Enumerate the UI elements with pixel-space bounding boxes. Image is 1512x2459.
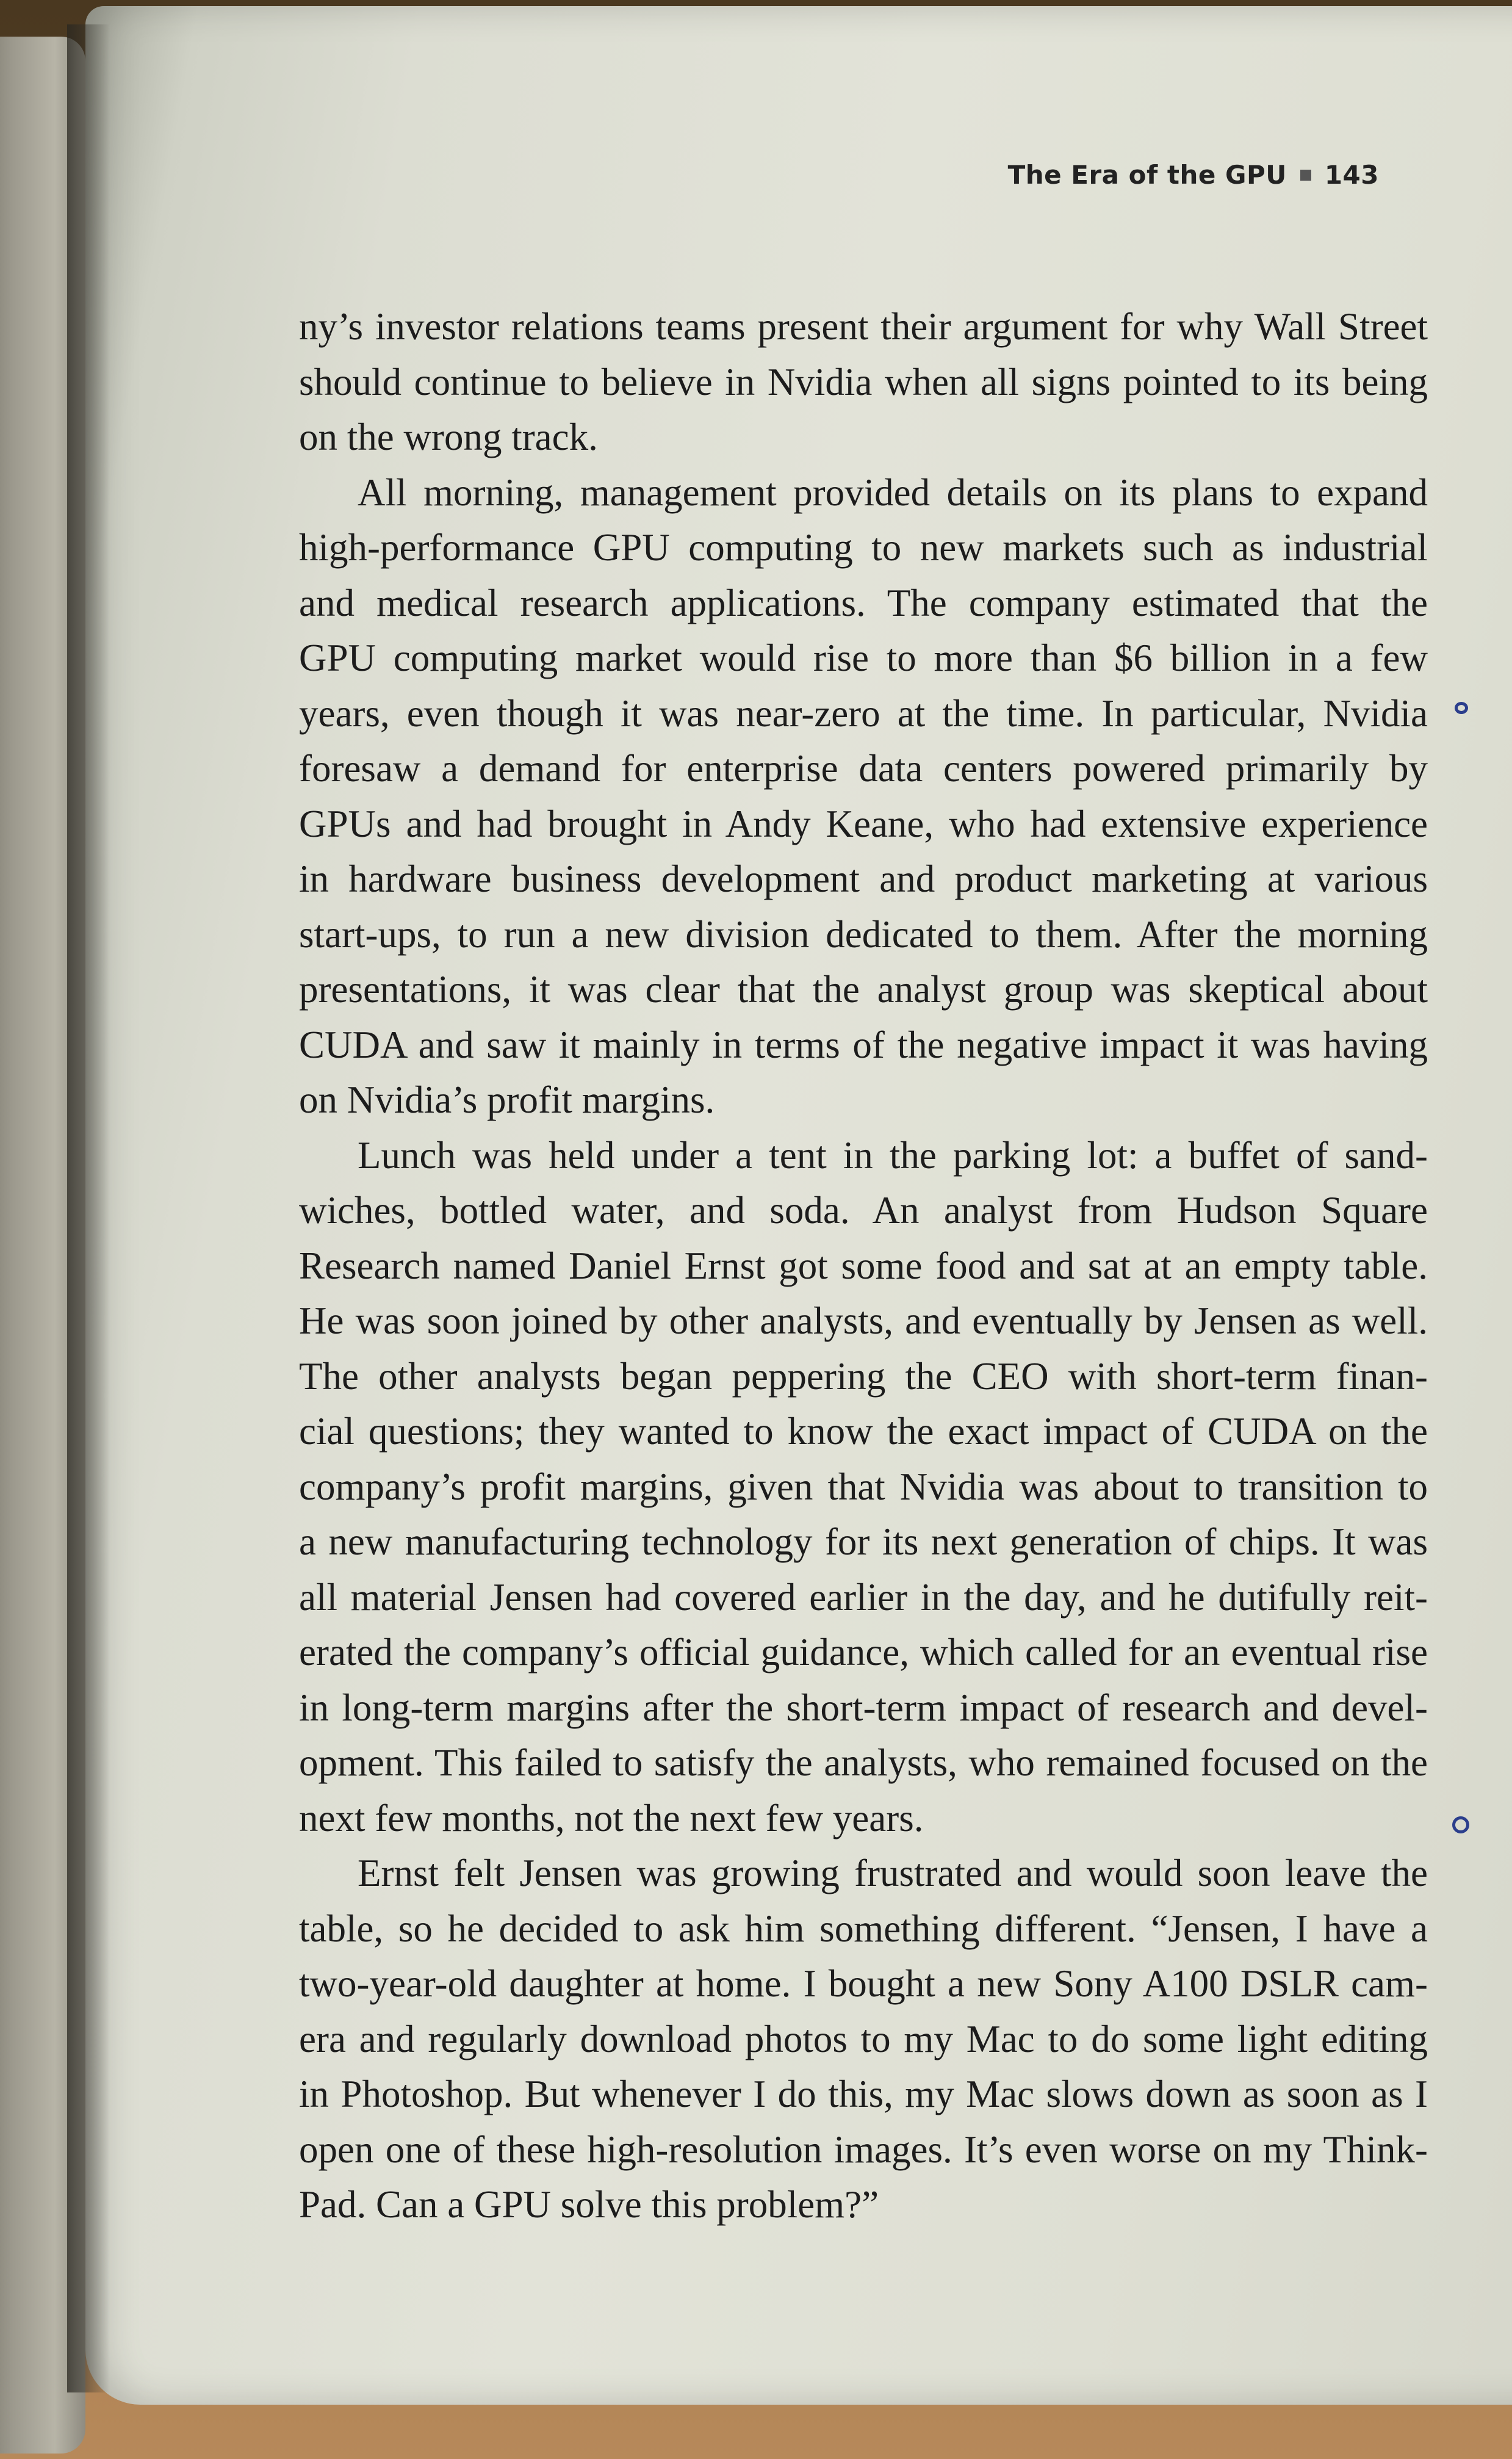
- text-line: foresaw a demand for enterprise data centers powered primarily by: [299, 747, 1428, 790]
- gutter-shadow: [67, 24, 110, 2392]
- paragraph: [299, 1846, 1428, 2233]
- running-head-title: The Era of the GPU: [1007, 160, 1287, 190]
- text-line: Research named Daniel Ernst got some food and sat at an empty table.: [299, 1244, 1428, 1287]
- text-line: table, so he decided to ask him something different. “Jensen, I have a: [299, 1907, 1428, 1950]
- pen-mark-circle-icon: [1452, 1816, 1469, 1833]
- text-line: era and regularly download photos to my Mac to do some light editing: [299, 2017, 1428, 2060]
- text-line: years, even though it was near-zero at the time. In particular, Nvidia: [299, 691, 1428, 735]
- text-line: Ernst felt Jensen was growing frustrated and would soon leave the: [358, 1852, 1428, 1894]
- text-line: all material Jensen had covered earlier in the day, and he dutifully reit-: [299, 1575, 1428, 1619]
- text-line: start-ups, to run a new division dedicated to them. After the morning: [299, 912, 1428, 956]
- text-line: Pad. Can a GPU solve this problem?”: [299, 2183, 879, 2226]
- text-line: opment. This failed to satisfy the analysts, who remained focused on the: [299, 1741, 1428, 1784]
- text-line: wiches, bottled water, and soda. An analyst from Hudson Square: [299, 1189, 1428, 1232]
- text-line: two-year-old daughter at home. I bought a new Sony A100 DSLR cam-: [299, 1962, 1428, 2005]
- text-line: company’s profit margins, given that Nvidia was about to transition to: [299, 1465, 1428, 1508]
- text-line: in hardware business development and product marketing at various: [299, 858, 1428, 900]
- pen-mark-circle-icon: [1455, 702, 1468, 714]
- text-line: on the wrong track.: [299, 416, 598, 458]
- text-line: high-performance GPU computing to new markets such as industrial: [299, 526, 1428, 569]
- text-line: on Nvidia’s profit margins.: [299, 1078, 715, 1121]
- running-head: [1008, 160, 1379, 190]
- text-line: The other analysts began peppering the CEO with short-term finan-: [299, 1354, 1428, 1398]
- page-number: 143: [1324, 160, 1379, 190]
- paragraph: [299, 299, 1428, 465]
- text-line: GPUs and had brought in Andy Keane, who had extensive experience: [299, 802, 1428, 845]
- text-line: GPU computing market would rise to more than $6 billion in a few: [299, 637, 1428, 679]
- text-line: next few months, not the next few years.: [299, 1796, 924, 1840]
- text-line: and medical research applications. The company estimated that the: [299, 581, 1428, 624]
- text-line: All morning, management provided details on its plans to expand: [358, 471, 1428, 514]
- paragraph: [299, 1128, 1428, 1846]
- text-line: a new manufacturing technology for its next generation of chips. It was: [299, 1520, 1428, 1563]
- text-line: erated the company’s official guidance, which called for an eventual rise: [299, 1631, 1428, 1674]
- separator-square-icon: [1300, 170, 1311, 181]
- text-line: Lunch was held under a tent in the parking lot: a buffet of sand-: [358, 1133, 1428, 1177]
- text-line: should continue to believe in Nvidia when all signs pointed to its being: [299, 360, 1428, 403]
- body-text: [299, 299, 1428, 2233]
- text-line: in Photoshop. But whenever I do this, my Mac slows down as soon as I: [299, 2073, 1428, 2115]
- text-line: presentations, it was clear that the analyst group was skeptical about: [299, 968, 1428, 1011]
- text-line: He was soon joined by other analysts, and eventually by Jensen as well.: [299, 1299, 1428, 1342]
- text-line: open one of these high-resolution images. It’s even worse on my Think-: [299, 2128, 1428, 2171]
- paragraph: [299, 465, 1428, 1128]
- text-line: in long-term margins after the short-term impact of research and devel-: [299, 1686, 1428, 1729]
- text-line: cial questions; they wanted to know the exact impact of CUDA on the: [299, 1410, 1428, 1453]
- text-line: CUDA and saw it mainly in terms of the negative impact it was having: [299, 1023, 1428, 1066]
- book-page: [85, 6, 1512, 2405]
- text-line: ny’s investor relations teams present their argument for why Wall Street: [299, 305, 1428, 348]
